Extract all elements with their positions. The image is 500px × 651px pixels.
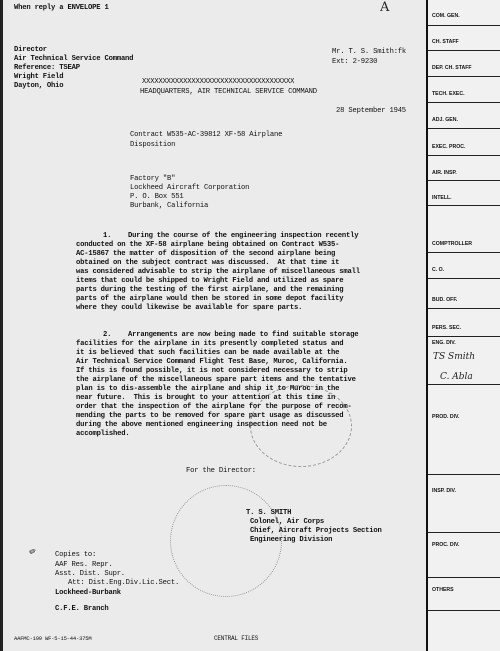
routing-column (426, 0, 500, 651)
ext-label: Ext: 2-9230 (332, 58, 378, 66)
routing-intell: INTELL. (428, 180, 500, 206)
p1-line-5: was considered advisable to strip the airplane of miscellaneous small (76, 268, 360, 276)
letter-date: 28 September 1945 (336, 107, 406, 115)
signature-rank: Colonel, Air Corps (250, 518, 325, 526)
reply-line: When reply a ENVELOPE 1 (14, 4, 109, 12)
closing-line: For the Director: (186, 467, 256, 475)
p1-line-3: AC-15867 the matter of disposition of the second airplane being (76, 250, 336, 258)
routing-bud-off: BUD. OFF. (428, 278, 500, 309)
routing-proc-div: PROC. DIV. (428, 532, 500, 578)
received-stamp (250, 385, 352, 467)
copies-line-3: Att: Dist.Eng.Div.Lic.Sect. (68, 579, 180, 587)
margin-scribble: ✎ (28, 547, 40, 558)
scan-edge (0, 0, 3, 651)
cfe-branch-line: C.F.E. Branch (55, 605, 109, 613)
from-line-5: Dayton, Ohio (14, 82, 64, 90)
p2-line-11: during the above mentioned engineering inspection need not be (76, 421, 327, 429)
form-code: AAFMC-199 WF-5-15-44-375M (14, 635, 92, 642)
from-line-3: Reference: TSEAP (14, 64, 80, 72)
routing-others: OTHERS (428, 577, 500, 611)
routing-eng-div: ENG. DIV. (428, 336, 500, 385)
routing-comptroller: COMPTROLLER (428, 205, 500, 253)
p1-line-7: parts during the testing of the first airplane, and the remaining (76, 286, 344, 294)
p1-line-9: where they could likewise be available for spare parts. (76, 304, 303, 312)
p2-line-5: If this is found possible, it is not considered necessary to strip (76, 367, 348, 375)
signature-title: Chief, Aircraft Projects Section (250, 527, 382, 535)
p1-line-1: During the course of the engineering inspection recently (128, 232, 359, 240)
p2-line-1: Arrangements are now being made to find suitable storage (128, 331, 359, 339)
p2-line-12: accomplished. (76, 430, 130, 438)
p2-line-9: order that the inspection of the airplane for the purpose of recom- (76, 403, 352, 411)
copies-line-2: Asst. Dist. Supr. (55, 570, 125, 578)
routing-dep-ch-staff: DEP. CH. STAFF (428, 50, 500, 77)
p1-line-6: items that could be shipped to Wright Field and utilized as spare (76, 277, 344, 285)
paragraph-1-number: 1. (103, 232, 112, 240)
signature-division: Engineering Division (250, 536, 333, 544)
p2-line-3: it is believed that such facilities can be made available at the (76, 349, 340, 357)
routing-exec-proc: EXEC. PROC. (428, 128, 500, 156)
p1-line-2: conducted on the XF-58 airplane being obtained on Contract W535- (76, 241, 340, 249)
p2-line-8: near future. This is brought to your attention at this time in (76, 394, 336, 402)
strike-line: XXXXXXXXXXXXXXXXXXXXXXXXXXXXXXXXXXXXX (142, 78, 295, 86)
routing-insp-div: INSP. DIV. (428, 474, 500, 533)
hq-line: HEADQUARTERS, AIR TECHNICAL SERVICE COMMAND (140, 88, 317, 96)
address-line-1: Factory "B" (130, 175, 176, 183)
routing-pers-sec: PERS. SEC. (428, 308, 500, 337)
signature-name: T. S. SMITH (246, 509, 292, 517)
from-line-2: Air Technical Service Command (14, 55, 134, 63)
address-line-3: P. O. Box 551 (130, 193, 184, 201)
handwritten-initial-1: TS Smith (433, 352, 476, 362)
routing-com-gen: COM. GEN. (428, 0, 500, 26)
p1-line-8: parts of the airplane would then be stored in some depot facility (76, 295, 344, 303)
address-line-2: Lockheed Aircraft Corporation (130, 184, 250, 192)
handwritten-initial-2: C. Abla (440, 372, 473, 382)
p2-line-2: facilities for the airplane in its presently completed status and (76, 340, 344, 348)
corner-mark: A (380, 0, 390, 15)
paragraph-2-number: 2. (103, 331, 112, 339)
routing-adj-gen: ADJ. GEN. (428, 102, 500, 129)
copies-line-1: AAF Res. Repr. (55, 561, 113, 569)
routing-prod-div: PROD. DIV. (428, 384, 500, 475)
p1-line-4: obtained on the subject contract was discussed. At that time it (76, 259, 340, 267)
p2-line-6: the airplane of the miscellaneous spare part items and the tentative (76, 376, 356, 384)
from-line-4: Wright Field (14, 73, 64, 81)
p2-line-7: plan is to dis-assemble the airplane and ship it to Muroc in the (76, 385, 340, 393)
copies-line-4: Lockheed-Burbank (55, 589, 121, 597)
p2-line-4: Air Technical Service Command Flight Test Base, Muroc, California. (76, 358, 348, 366)
routing-air-insp: AIR. INSP. (428, 155, 500, 181)
copies-heading: Copies to: (55, 551, 97, 559)
central-files: CENTRAL FILES (214, 635, 259, 642)
subject-line-2: Disposition (130, 141, 176, 149)
routing-co: C. O. (428, 252, 500, 279)
routing-ch-staff: CH. STAFF (428, 25, 500, 51)
from-line-1: Director (14, 46, 47, 54)
address-line-4: Burbank, California (130, 202, 209, 210)
p2-line-10: mending the parts to be removed for spare part usage as discussed (76, 412, 344, 420)
routing-tech-exec: TECH. EXEC. (428, 76, 500, 103)
subject-line-1: Contract W535-AC-39812 XF-58 Airplane (130, 131, 283, 139)
attn-label: Mr. T. S. Smith:fk (332, 48, 407, 56)
